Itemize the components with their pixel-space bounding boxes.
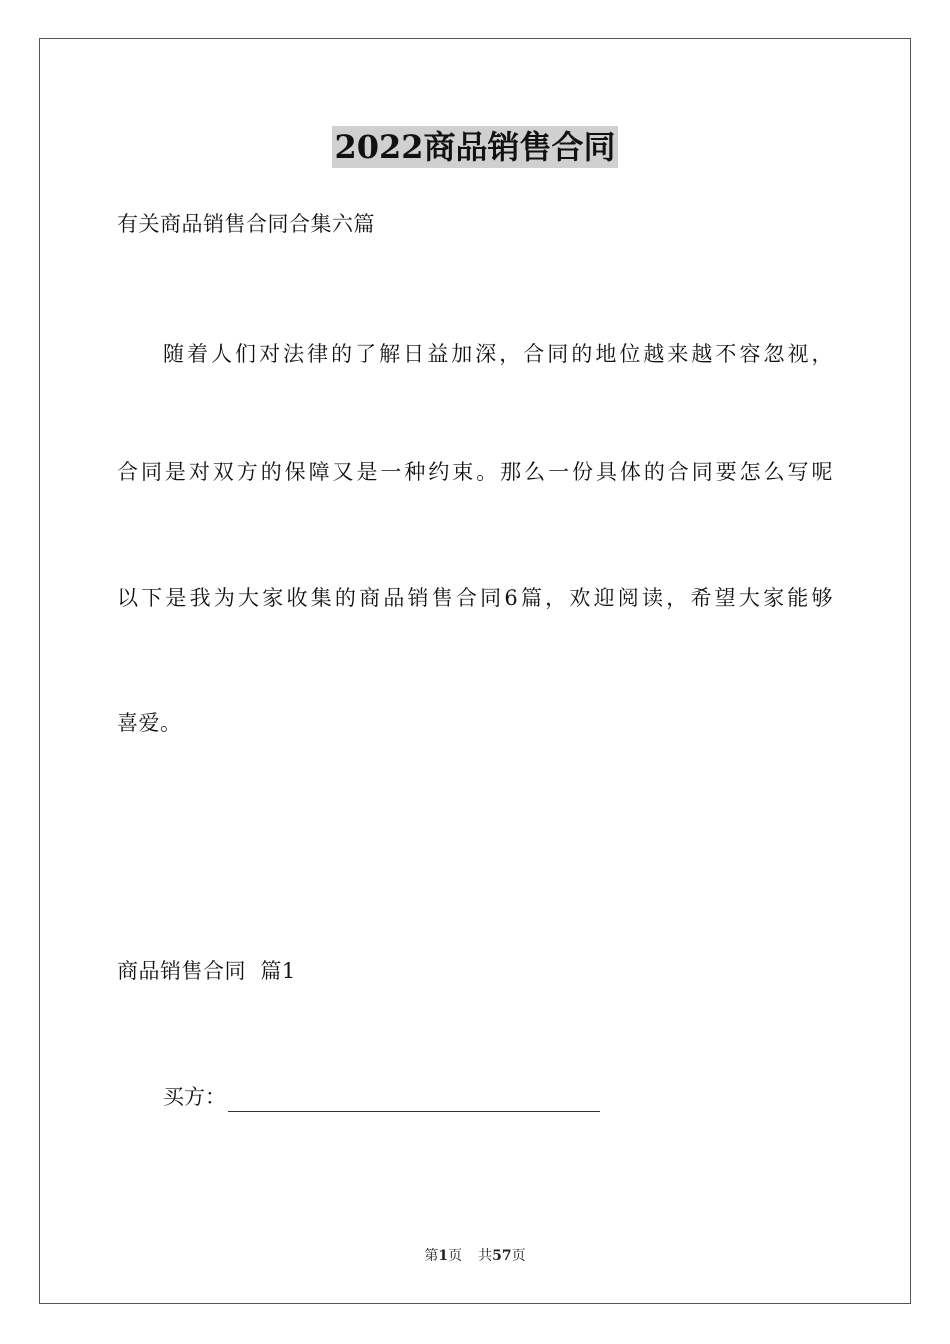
document-title: 2022商品销售合同 bbox=[334, 128, 616, 166]
footer-page-number: 1 bbox=[438, 1248, 449, 1264]
intro-line-4: 喜爱。 bbox=[117, 711, 182, 735]
intro-line-1: 随着人们对法律的了解日益加深，合同的地位越来越不容忽视， bbox=[163, 342, 833, 366]
buyer-label: 买方： bbox=[163, 1085, 226, 1109]
footer-total-pages: 57 bbox=[492, 1248, 512, 1264]
title-container bbox=[0, 126, 950, 168]
footer-total-suffix: 页 bbox=[511, 1248, 526, 1264]
footer-page-prefix: 第 bbox=[424, 1248, 439, 1264]
footer-total-prefix: 共 bbox=[478, 1248, 493, 1264]
footer-page-suffix: 页 bbox=[448, 1248, 463, 1264]
buyer-row bbox=[163, 1082, 600, 1112]
section-heading: 商品销售合同 篇1 bbox=[117, 959, 296, 983]
intro-line-2: 合同是对双方的保障又是一种约束。那么一份具体的合同要怎么写呢 bbox=[117, 460, 833, 484]
page-footer bbox=[0, 1247, 950, 1265]
buyer-blank-field bbox=[228, 1087, 600, 1112]
document-subtitle: 有关商品销售合同合集六篇 bbox=[117, 212, 375, 236]
intro-line-3: 以下是我为大家收集的商品销售合同6篇，欢迎阅读，希望大家能够 bbox=[117, 586, 833, 610]
